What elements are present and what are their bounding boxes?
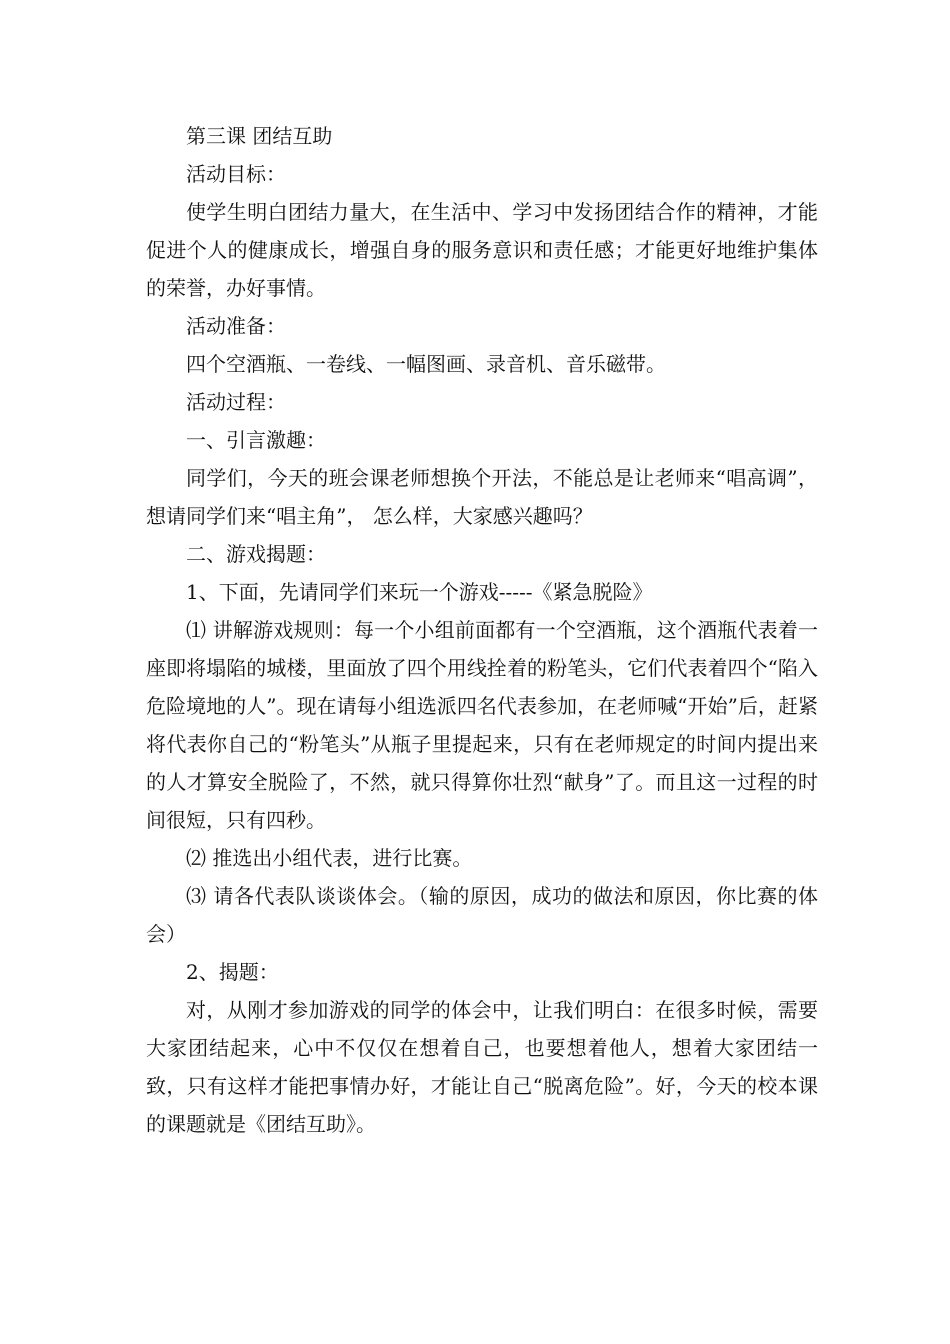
lesson-title: 第三课 团结互助 [186, 124, 333, 148]
document-body [146, 117, 818, 1143]
paragraph-preparation: 四个空酒瓶、一卷线、一幅图画、录音机、音乐磁带。 [186, 352, 666, 376]
paragraph-reveal-heading: 2、揭题： [186, 960, 279, 984]
section-heading-goals: 活动目标： [186, 162, 286, 186]
paragraph-goals: 使学生明白团结力量大，在生活中、学习中发扬团结合作的精神，才能促进个人的健康成长，增强自身的服务意识和责任感；才能更好地维护集体的荣誉，办好事情。 [146, 200, 818, 300]
paragraph-game-select: ⑵ 推选出小组代表，进行比赛。 [186, 846, 473, 870]
paragraph-game-discuss: ⑶ 请各代表队谈谈体会。（输的原因，成功的做法和原因，你比赛的体会） [146, 884, 818, 946]
subsection-heading-game: 二、游戏揭题： [186, 542, 326, 566]
paragraph-game-rules: ⑴ 讲解游戏规则：每一个小组前面都有一个空酒瓶，这个酒瓶代表着一座即将塌陷的城楼，里面放了四个用线拴着的粉笔头，它们代表着四个“陷入危险境地的人”。现在请每小组选派四名代表参加，在老师喊“开始”后，赶紧将代表你自己的“粉笔头”从瓶子里提起来，只有在老师规定的时间内提出来的人才算安全脱险了，不然，就只得算你壮烈“献身”了。而且这一过程的时间很短，只有四秒。 [146, 618, 818, 832]
section-heading-process: 活动过程： [186, 390, 286, 414]
paragraph-game-step-1: 1、下面，先请同学们来玩一个游戏-----《紧急脱险》 [186, 580, 653, 604]
section-heading-preparation: 活动准备： [186, 314, 286, 338]
paragraph-reveal: 对，从刚才参加游戏的同学的体会中，让我们明白：在很多时候，需要大家团结起来，心中不仅仅在想着自己，也要想着他人，想着大家团结一致，只有这样才能把事情办好，才能让自己“脱离危险”。好，今天的校本课的课题就是《团结互助》。 [146, 998, 818, 1136]
paragraph-intro: 同学们，今天的班会课老师想换个开法，不能总是让老师来“唱高调”，想请同学们来“唱主角”， 怎么样，大家感兴趣吗？ [146, 466, 818, 528]
subsection-heading-intro: 一、引言激趣： [186, 428, 326, 452]
